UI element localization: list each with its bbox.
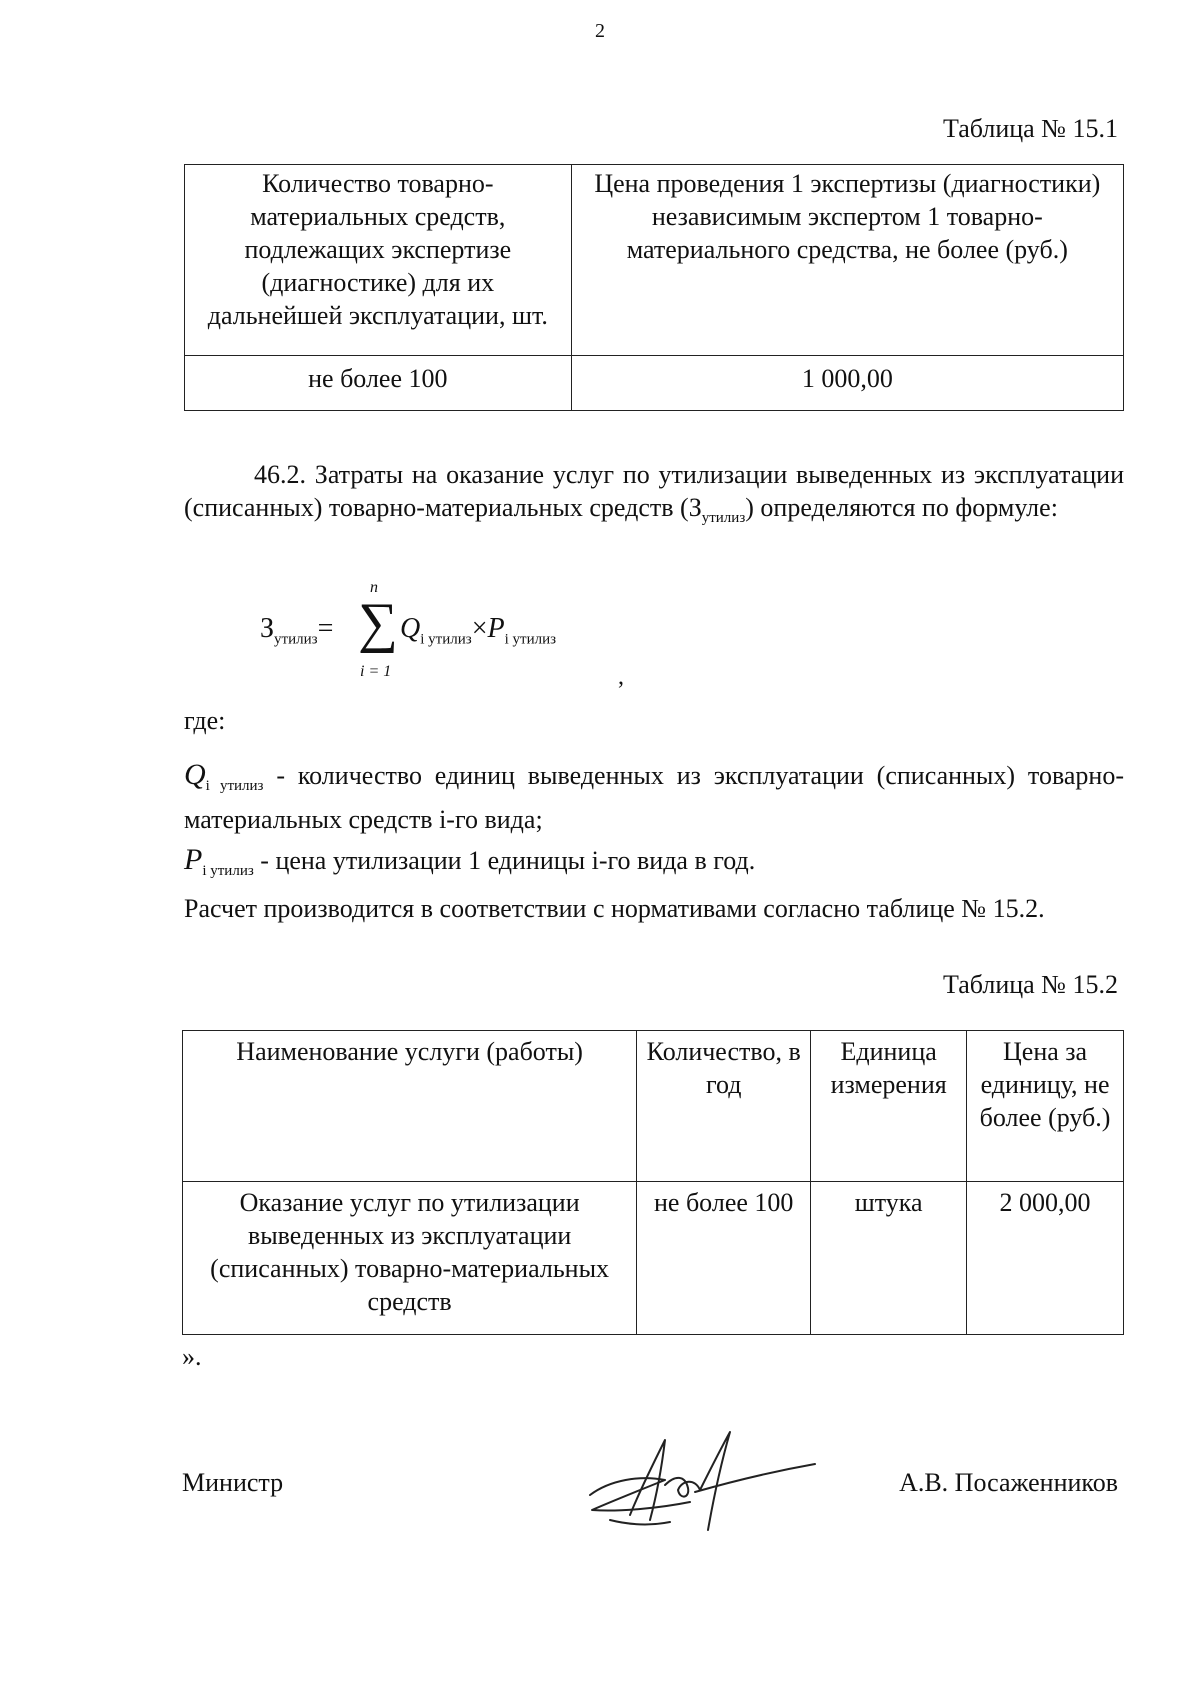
table-row (183, 1182, 1124, 1335)
formula-upper-limit: n (370, 579, 378, 596)
definition-q: $Q_{i утилиз}$ - количество единиц выведенных из эксплуатации (списанных) товарно-материальных средств i-го вида; (184, 758, 1124, 835)
table-header-cell: Количество товарно-материальных средств, подлежащих экспертизе (диагностике) для их дальнейшей эксплуатации, шт. (185, 165, 572, 356)
paragraph-tail: определяются по формуле: (753, 493, 1058, 522)
formula-lower-limit: i = 1 (360, 663, 392, 680)
table-cell: 2 000,00 (967, 1182, 1124, 1335)
table-header-cell: Единица измерения (811, 1031, 967, 1182)
disposal-service-table (182, 1030, 1124, 1335)
table-cell: не более 100 (637, 1182, 811, 1335)
signatory-title: Министр (182, 1468, 284, 1497)
table-cell: не более 100 (185, 356, 572, 411)
where-label: где: (184, 706, 226, 735)
table-caption: Таблица № 15.1 (942, 114, 1118, 143)
table-cell: 1 000,00 (571, 356, 1123, 411)
table-cell: Оказание услуг по утилизации выведенных из эксплуатации (списанных) товарно-материальных средств (183, 1182, 637, 1335)
page-number: 2 (595, 20, 605, 42)
paragraph-close: ) (745, 493, 754, 522)
sum-symbol: ∑ (358, 592, 398, 654)
paragraph-46-2 (184, 458, 1124, 535)
table-row (185, 356, 1124, 411)
signatory-name: А.В. Посаженников (899, 1468, 1118, 1497)
table-header-cell: Наименование услуги (работы) (183, 1031, 637, 1182)
formula-comma: , (618, 664, 624, 690)
handwritten-signature (570, 1420, 830, 1550)
paragraph-subscript: утилиз (701, 510, 746, 527)
table-header-cell: Цена проведения 1 экспертизы (диагностики) независимым экспертом 1 товарно-материального средства, не более (руб.) (571, 165, 1123, 356)
paragraph-text: 46.2. Затраты на оказание услуг по утилизации выведенных из эксплуатации (списанных) товарно-материальных средств (З (184, 460, 1124, 522)
table-header-cell: Цена за единицу, не более (руб.) (967, 1031, 1124, 1182)
table-cell: штука (811, 1182, 967, 1335)
formula-lhs: $З_{утилиз}=$ (260, 613, 334, 648)
table-caption: Таблица № 15.2 (942, 970, 1118, 999)
cost-formula (260, 579, 680, 685)
calculation-note: Расчет производится в соответствии с нормативами согласно таблице № 15.2. (184, 894, 1045, 923)
formula-rhs: $Q_{i утилиз}\times P_{i утилиз}$ (400, 613, 557, 648)
table-header-cell: Количество, в год (637, 1031, 811, 1182)
definition-p: $P_{i утилиз}$ - цена утилизации 1 единицы i-го вида в год. (184, 843, 756, 880)
expertise-price-table (184, 164, 1124, 411)
closing-quote: ». (182, 1342, 202, 1371)
